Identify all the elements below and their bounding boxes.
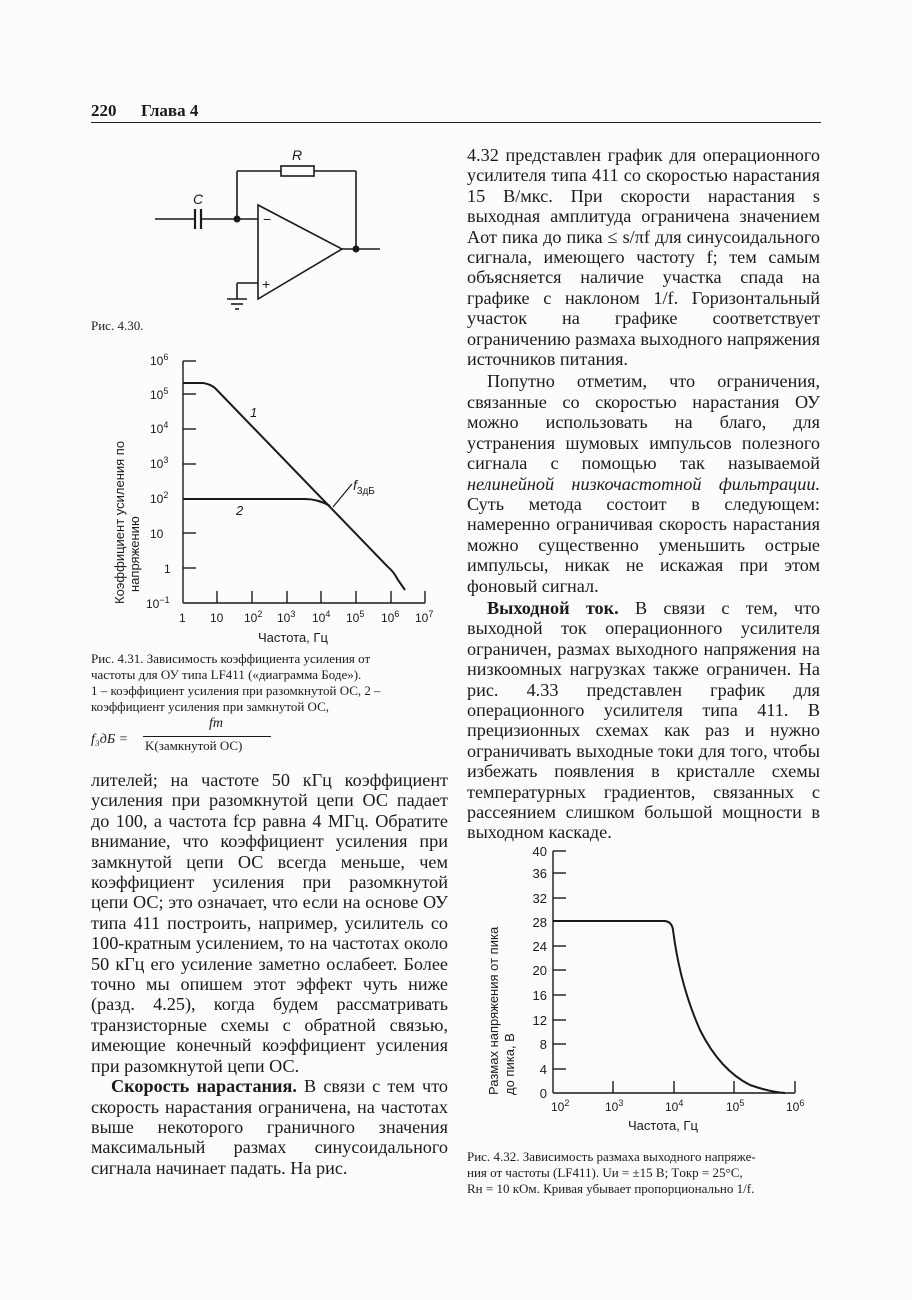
svg-text:105: $10^5$ <box>726 1098 745 1114</box>
page-number: 220 <box>91 101 117 120</box>
paragraph: 4.32 представлен график для операционного усилителя типа 411 со скоростью нарастания 15 В/мкс. При скорости нарастания s выходная амплитуда ограничена значением Aот пика до пика ≤ s/πf для синусоидального сигнала, имеющего частоту f; тем самым объясняется наличие участка спада на графике с наклоном 1/f. Горизонтальный участок на графике соответствует ограничению размаха выходного напряжения источников питания. <box>467 145 820 370</box>
output-swing-chart-fig432 <box>480 840 820 1140</box>
svg-text:1: 1 <box>164 562 171 576</box>
svg-text:40: 40 <box>532 844 547 859</box>
fig430-caption: Рис. 4.30. <box>91 318 144 333</box>
svg-text:103: $10^3$ <box>605 1098 624 1114</box>
svg-text:103: $10^3$ <box>277 609 296 625</box>
circuit-diagram-fig430 <box>150 140 390 320</box>
svg-text:102: $10^2$ <box>551 1098 570 1114</box>
capacitor-label: C <box>193 191 204 207</box>
svg-text:12: 12 <box>532 1013 547 1028</box>
chapter-title: Глава 4 <box>141 101 199 120</box>
svg-text:106: $10^6$ <box>381 609 400 625</box>
svg-text:28: 28 <box>532 915 547 930</box>
inverting-input-sign: − <box>263 211 272 227</box>
fig431-caption: Рис. 4.31. Зависимость коэффициента усиления от частоты для ОУ типа LF411 («диаграмма Боде»). 1 – коэффициент усиления при разомкнутой ОС, 2 – коэффициент усиления при замкнутой ОС, <box>91 651 381 714</box>
svg-text:Коэффициент усиления по: Коэффициент усиления по <box>112 440 127 604</box>
svg-text:10: 10 <box>150 527 164 541</box>
paragraph: лителей; на частоте 50 кГц коэффициент усиления при разомкнутой цепи ОС падает до 100, а частота fср равна 4 МГц. Обратите внимание, что коэффициент усиления при замкнутой цепи ОС всегда меньше, чем коэффициент усиления при разомкнутой цепи ОС; это означает, что если на основе ОУ типа 411 построить, например, усилитель со 100-кратным усилением, то на частотах около 50 кГц его усиление заметно ослабеет. Более точно мы опишем этот эффект чуть ниже (разд. 4.25), когда будем рассматривать транзисторные схемы с обратной связью, имеющие конечный коэффициент усиления при разомкнутой цепи ОС. <box>91 770 448 1076</box>
svg-text:104: $10^4$ <box>150 420 169 436</box>
svg-text:20: 20 <box>532 963 547 978</box>
svg-text:10−1: $10^{-1}$ <box>146 595 170 611</box>
bode-plot-fig431 <box>100 345 450 650</box>
svg-text:16: 16 <box>532 988 547 1003</box>
left-column-text <box>91 770 448 1178</box>
svg-text:102: $10^2$ <box>150 490 169 506</box>
svg-text:102: $10^2$ <box>244 609 263 625</box>
svg-text:1: 1 <box>179 611 186 625</box>
swing-curve <box>553 921 785 1093</box>
svg-text:до пика, В: до пика, В <box>502 1033 517 1095</box>
curve-closed-loop <box>183 499 330 506</box>
paragraph: Выходной ток. В связи с тем, что выходной ток операционного усилителя ограничен, размах выходного напряжения на низкоомных нагрузках также ограничен. На рис. 4.33 представлен график для операционного усилителя типа 411. В прецизионных схемах как раз и нужно ограничивать выходные токи для того, чтобы избежать появления в кристалле схемы температурных градиентов, связанных с рассеянием слишком большой мощности в выходном каскаде. <box>467 597 820 843</box>
svg-text:4: 4 <box>539 1062 547 1077</box>
svg-text:Размах напряжения от пика: Размах напряжения от пика <box>486 926 501 1095</box>
svg-text:103: $10^3$ <box>150 455 169 471</box>
svg-text:36: 36 <box>532 866 547 881</box>
right-column-text <box>467 145 820 843</box>
svg-text:32: 32 <box>532 891 547 906</box>
x-axis-label: Частота, Гц <box>258 630 328 645</box>
x-axis-label: Частота, Гц <box>628 1118 698 1133</box>
paragraph: Попутно отметим, что ограничения, связанные со скоростью нарастания ОУ можно использовать на благо, для устранения шумовых импульсов полезного сигнала с помощью так называемой нелинейной низкочастотной фильтрации. Суть метода состоит в следующем: намеренно ограничивая скорость нарастания можно существенно уменьшить острые импульсы, никак не искажая при этом фоновый сигнал. <box>467 371 820 596</box>
svg-text:104: $10^4$ <box>665 1098 684 1114</box>
svg-text:0: 0 <box>539 1086 547 1101</box>
fig432-caption: Рис. 4.32. Зависимость размаха выходного напряже- ния от частоты (LF411). Uи = ±15 В; Tокр = 25°C, Rн = 10 кОм. Кривая убывает пропорционально 1/f. <box>467 1149 756 1196</box>
svg-text:107: $10^7$ <box>415 609 434 625</box>
svg-text:напряжению: напряжению <box>127 516 142 592</box>
svg-text:8: 8 <box>539 1037 547 1052</box>
svg-text:104: $10^4$ <box>312 609 331 625</box>
svg-text:2: 2 <box>236 503 244 518</box>
resistor-label: R <box>292 147 303 163</box>
svg-text:105: $10^5$ <box>150 386 169 402</box>
svg-text:1: 1 <box>250 405 258 420</box>
page-header <box>91 100 821 123</box>
svg-text:f3дБ: $f_{3дБ}$ <box>353 477 375 497</box>
svg-text:106: $10^6$ <box>150 352 169 368</box>
svg-text:24: 24 <box>532 939 547 954</box>
svg-text:106: $10^6$ <box>786 1098 805 1114</box>
svg-text:10: 10 <box>210 611 224 625</box>
svg-text:105: $10^5$ <box>346 609 365 625</box>
noninverting-input-sign: + <box>262 276 271 292</box>
paragraph: Скорость нарастания. В связи с тем что скорость нарастания ограничена, на частотах выше некоторого граничного значения максимальный размах синусоидального сигнала начинает падать. На рис. <box>91 1076 449 1178</box>
